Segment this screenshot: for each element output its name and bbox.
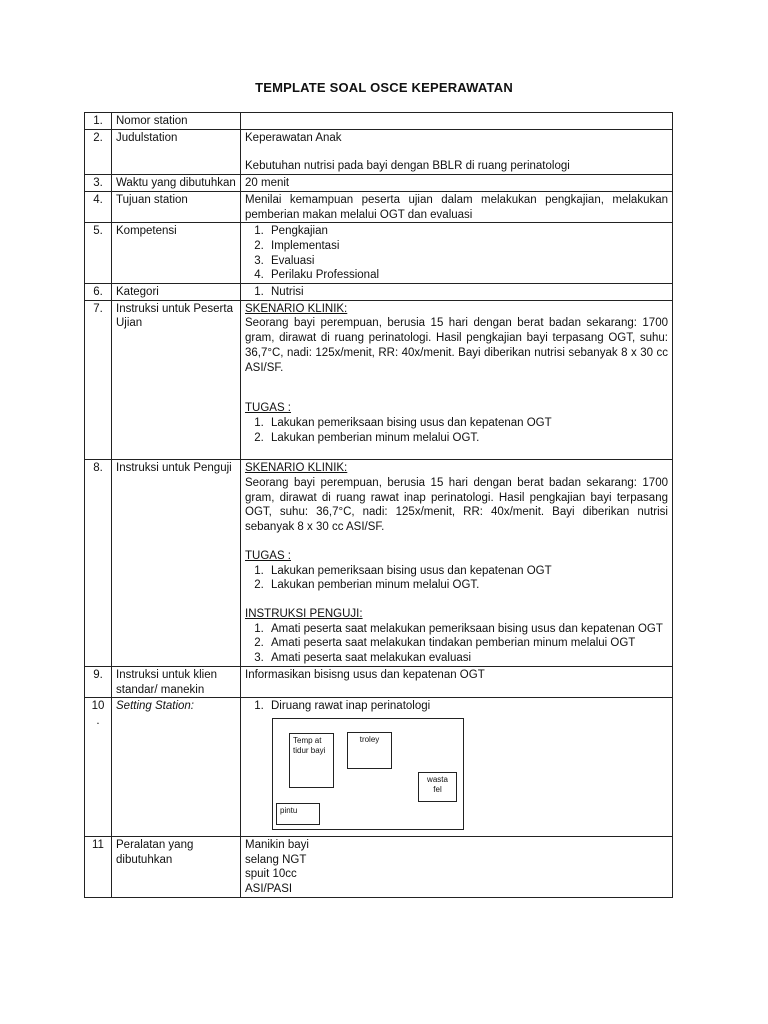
row-number: 7. (85, 300, 112, 460)
task-heading: TUGAS : (245, 549, 292, 562)
table-row (85, 460, 673, 666)
scenario-text: Seorang bayi perempuan, berusia 15 hari dengan berat badan sekarang: 1700 gram, dirawat di ruang rawat inap perinatologi. Hasil pengkajian bayi terpasang OGT, suhu: 36,7°C, nadi: 125x/menit, RR: 40x/menit. Bayi diberikan nutrisi sebanyak 8 x 30 cc ASI/SF. (245, 477, 668, 534)
equipment-item: selang NGT (245, 853, 307, 866)
setting-list (245, 699, 668, 714)
door-box: pintu (276, 803, 320, 825)
list-item: 2. Implementasi (267, 239, 668, 254)
row-content (241, 284, 673, 301)
row-label: Instruksi untuk Penguji (112, 460, 241, 666)
category-list (245, 285, 668, 300)
row-label: Nomor station (112, 113, 241, 130)
scenario-text: Seorang bayi perempuan, berusia 15 hari dengan berat badan sekarang: 1700 gram, dirawat di ruang perinatologi. Hasil pengkajian bayi terpasang OGT, suhu: 36,7°C, nadi: 125x/menit, RR: 40x/menit. Bayi diberikan nutrisi sebanyak 8 x 30 cc ASI/SF. (245, 317, 668, 374)
row-content: Menilai kemampuan peserta ujian dalam melakukan pengkajian, melakukan pemberian makan melalui OGT dan evaluasi (241, 191, 673, 222)
table-row (85, 698, 673, 837)
bed-box: Temp at tidur bayi (289, 733, 334, 788)
scenario-heading: SKENARIO KLINIK: (245, 302, 348, 315)
list-item: 1. Lakukan pemeriksaan bising usus dan kepatenan OGT (267, 416, 668, 431)
table-row (85, 223, 673, 284)
row-number: 9. (85, 666, 112, 697)
scenario-heading: SKENARIO KLINIK: (245, 462, 348, 475)
wastafel-box: wasta fel (418, 772, 457, 802)
list-item: 2. Lakukan pemberian minum melalui OGT. (267, 431, 668, 446)
list-item: 2. Lakukan pemberian minum melalui OGT. (267, 578, 668, 593)
task-heading: TUGAS : (245, 402, 292, 415)
equipment-item: Manikin bayi (245, 838, 309, 851)
row-content (241, 300, 673, 460)
list-item: 1. Amati peserta saat melakukan pemeriksaan bising usus dan kepatenan OGT (267, 622, 668, 637)
list-item: 2. Amati peserta saat melakukan tindakan pemberian minum melalui OGT (267, 636, 668, 651)
row-number: 11 (85, 836, 112, 897)
osce-table (84, 112, 673, 898)
row-label: Kategori (112, 284, 241, 301)
row-number: 8. (85, 460, 112, 666)
row-number: 2. (85, 129, 112, 174)
examiner-heading: INSTRUKSI PENGUJI: (245, 607, 363, 620)
row-content (241, 698, 673, 837)
list-item: 3. Evaluasi (267, 254, 668, 269)
row-content (241, 113, 673, 130)
row-number: 6. (85, 284, 112, 301)
list-item: 1. Lakukan pemeriksaan bising usus dan kepatenan OGT (267, 564, 668, 579)
table-row (85, 836, 673, 897)
row-label: Waktu yang dibutuhkan (112, 175, 241, 192)
list-item: 1. Pengkajian (267, 224, 668, 239)
station-title-main: Keperawatan Anak (245, 131, 342, 144)
page-title: TEMPLATE SOAL OSCE KEPERAWATAN (255, 80, 513, 95)
row-label: Kompetensi (112, 223, 241, 284)
troley-box: troley (347, 732, 392, 769)
row-content: Informasikan bisisng usus dan kepatenan OGT (241, 666, 673, 697)
row-content (241, 460, 673, 666)
row-label: Setting Station: (112, 698, 241, 837)
table-row (85, 191, 673, 222)
row-label: Instruksi untuk klien standar/ manekin (112, 666, 241, 697)
list-item: 3. Amati peserta saat melakukan evaluasi (267, 651, 668, 666)
list-item: 1. Diruang rawat inap perinatologi (267, 699, 668, 714)
row-number: 3. (85, 175, 112, 192)
table-row (85, 113, 673, 130)
row-content (241, 223, 673, 284)
row-content (241, 129, 673, 174)
list-item: 1. Nutrisi (267, 285, 668, 300)
table-row (85, 666, 673, 697)
row-label: Judulstation (112, 129, 241, 174)
row-label: Instruksi untuk Peserta Ujian (112, 300, 241, 460)
table-row (85, 129, 673, 174)
row-number: 4. (85, 191, 112, 222)
row-label: Tujuan station (112, 191, 241, 222)
row-label: Peralatan yang dibutuhkan (112, 836, 241, 897)
table-row (85, 300, 673, 460)
station-title-sub: Kebutuhan nutrisi pada bayi dengan BBLR di ruang perinatologi (245, 160, 570, 173)
equipment-item: spuit 10cc (245, 868, 297, 881)
row-content (241, 836, 673, 897)
list-item: 4. Perilaku Professional (267, 268, 668, 283)
table-row (85, 284, 673, 301)
task-list (245, 564, 668, 593)
examiner-list (245, 622, 668, 666)
equipment-item: ASI/PASI (245, 883, 293, 896)
task-list (245, 416, 668, 445)
row-number: 1. (85, 113, 112, 130)
table-row (85, 175, 673, 192)
row-number: 5. (85, 223, 112, 284)
row-number: 10 . (85, 698, 112, 837)
row-content: 20 menit (241, 175, 673, 192)
competency-list (245, 224, 668, 283)
room-layout-diagram (272, 718, 464, 830)
